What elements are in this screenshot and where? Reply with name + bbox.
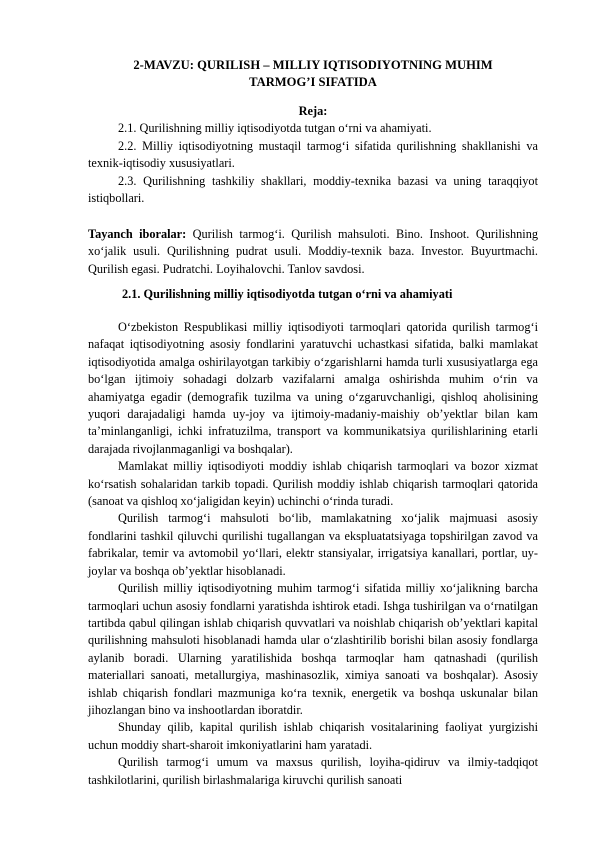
keywords-section bbox=[88, 226, 538, 278]
keywords-label: Tayanch iboralar: bbox=[88, 227, 187, 241]
keywords-paragraph bbox=[88, 226, 538, 278]
plan-heading: Reja: bbox=[298, 104, 328, 118]
plan-section bbox=[88, 103, 538, 207]
body-paragraph-6: Qurilish tarmog‘i umum va maxsus qurilish, loyiha-qidiruv va ilmiy-tadqiqot tashkilotlarini, qurilish birlashmalariga kiruvchi qurilish sanoati bbox=[88, 755, 538, 787]
section-title-block bbox=[88, 286, 538, 303]
title-line-2: TARMOG’I SIFATIDA bbox=[249, 75, 377, 89]
body-paragraph-3: Qurilish tarmog‘i mahsuloti bo‘lib, mamlakatning xo‘jalik majmuasi asosiy fondlarini tashkil qiluvchi qurilishi tugallangan va ekspluatatsiyaga topshirilgan zavod va fabrikalar, temir va avtomobil yo‘llari, elektr stansiyalar, irrigatsiya kanallari, portlar, uy-joylar va boshqa ob’yektlar hisoblanadi. bbox=[88, 511, 538, 578]
plan-item-1: 2.1. Qurilishning milliy iqtisodiyotda tutgan o‘rni va ahamiyati. bbox=[118, 121, 432, 136]
plan-item-3: 2.3. Qurilishning tashkiliy shakllari, moddiy-texnika bazasi va uning taraqqiyot istiqbollari. bbox=[88, 173, 538, 206]
title-line-1: 2-MAVZU: QURILISH – MILLIY IQTISODIYOTNING MUHIM bbox=[133, 58, 493, 72]
body-paragraph-1: O‘zbekiston Respublikasi milliy iqtisodiyoti tarmoqlari qatorida qurilish tarmog‘i nafaqat iqtisodiyotning asosiy fondlarini yaratuvchi uchastkasi sifatida, balki mamlakat iqtisodiyotida amalga oshirilayotgan tarkibiy o‘zgarishlarni hamda turli xususiyatlarga ega bo‘lgan ijtimoiy sohadagi dolzarb vazifalarni amalga oshirishda muhim o‘rin va ahamiyatga egadir (demografik tuzilma va uning o‘zgaruvchanligi, qishloq aholisining yuqori darajadaligi hamda uy-joy va ijtimoiy-madaniy-maishiy ob’yektlar bilan kam ta’minlanganligi, ichki infratuzilma, transport va kommunikatsiya qurilishlarining etarli darajada rivojlanmaganligi va boshqalar). bbox=[88, 320, 538, 456]
body-paragraph-2: Mamlakat milliy iqtisodiyoti moddiy ishlab chiqarish tarmoqlari va bozor xizmat ko‘rsatish sohalaridan tarkib topadi. Qurilish moddiy ishlab chiqarish tarmoqlari qatorida (sanoat va qishloq xo‘jaligidan keyin) uchinchi o‘rinda turadi. bbox=[88, 459, 538, 509]
body-paragraph-4: Qurilish milliy iqtisodiyotning muhim tarmog‘i sifatida milliy xo‘jalikning barcha tarmoqlari uchun asosiy fondlarni yaratishda ishtirok etadi. Ishga tushirilgan va o‘rnatilgan tartibda qabul qilingan ishlab chiqarish quvvatlari va noishlab chiqarish ob’yektlari kapital qurilishning mahsuloti hisoblanadi hamda ular o‘zlashtirilib borishi bilan asosiy fondlarga aylanib boradi. Ularning yaratilishida boshqa tarmoqlar ham qatnashadi (qurilish materiallari sanoati, metallurgiya, mashinasozlik, ximiya sanoati va boshqalar). Asosiy ishlab chiqarish fondlari mazmuniga ko‘ra texnik, energetik va boshqa uskunalar bilan jihozlangan bino va inshootlardan iboratdir. bbox=[88, 581, 538, 717]
body-paragraph-5: Shunday qilib, kapital qurilish ishlab chiqarish vositalarining faoliyat yurgizishi uchun moddiy shart-sharoit imkoniyatlarini ham yaratadi. bbox=[88, 720, 538, 752]
plan-item-2: 2.2. Milliy iqtisodiyotning mustaqil tarmog‘i sifatida qurilishning shakllanishi va texnik-iqtisodiy xususiyatlari. bbox=[88, 138, 538, 171]
section-body bbox=[88, 319, 538, 789]
keywords-text: Qurilish tarmog‘i. Qurilish mahsuloti. Bino. Inshoot. Qurilishning xo‘jalik usuli. Qurilishning pudrat usuli. Moddiy-texnik baza. Investor. Buyurtmachi. Qurilish egasi. Pudratchi. Loyihalovchi. Tanlov savdosi. bbox=[88, 227, 538, 276]
section-title: 2.1. Qurilishning milliy iqtisodiyotda tutgan o‘rni va ahamiyati bbox=[122, 287, 453, 301]
document-title bbox=[88, 57, 538, 91]
